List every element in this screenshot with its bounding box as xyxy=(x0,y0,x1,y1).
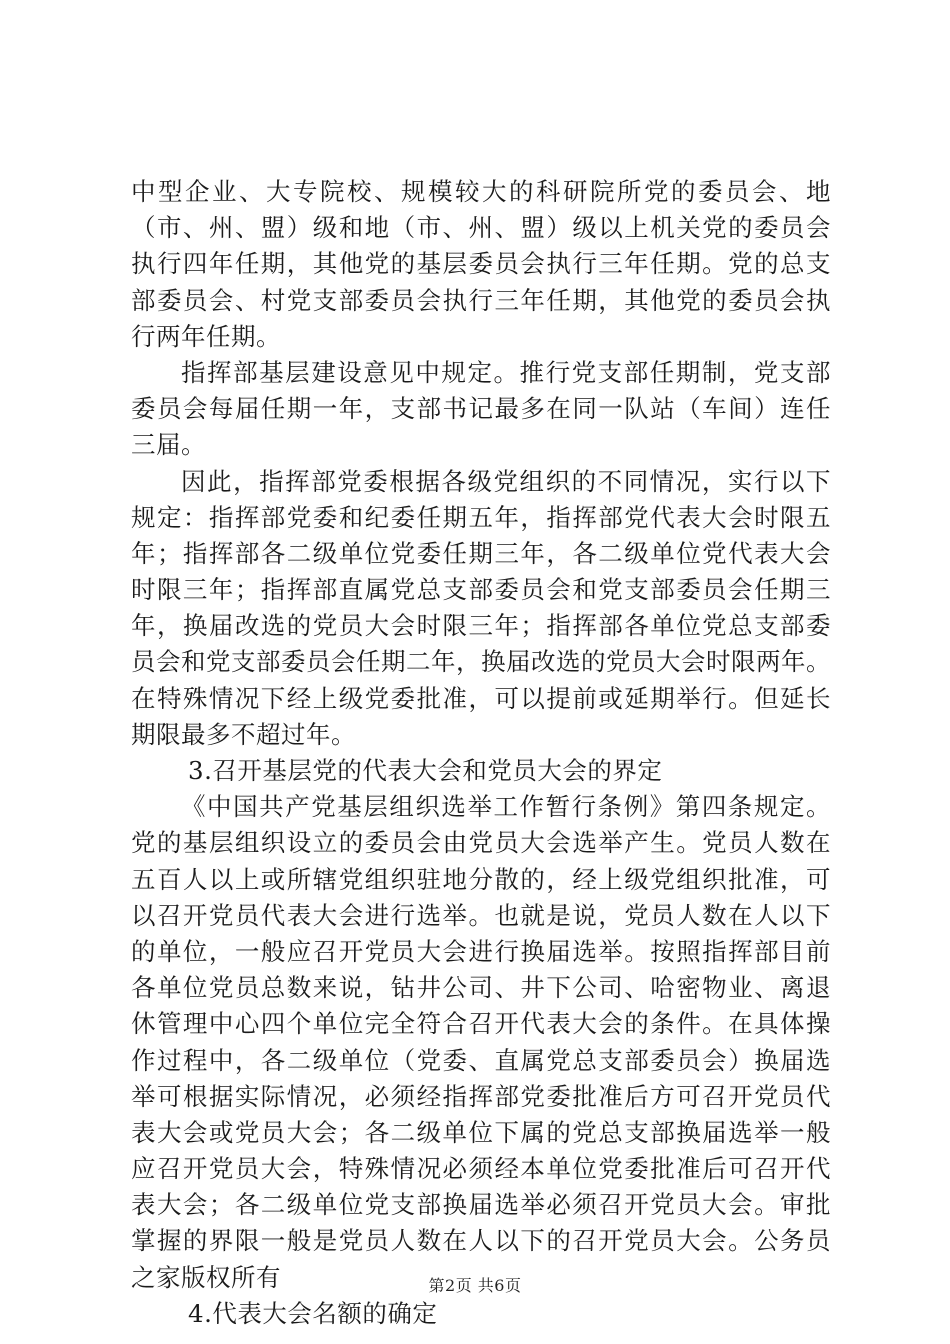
paragraph xyxy=(131,789,831,1296)
text-line: 表大会；各二级单位党支部换届选举必须召开党员大会。审批 xyxy=(131,1190,831,1220)
text-line: 之家版权所有 xyxy=(131,1262,281,1292)
section-heading xyxy=(131,753,831,789)
text-line: 的单位，一般应召开党员大会进行换届选举。按照指挥部目前 xyxy=(131,936,831,966)
text-line: 应召开党员大会，特殊情况必须经本单位党委批准后可召开代 xyxy=(131,1154,831,1184)
text-line: 三届。 xyxy=(131,430,206,460)
text-line: 年，换届改选的党员大会时限三年；指挥部各单位党总支部委 xyxy=(131,611,831,641)
text-line: 举可根据实际情况，必须经指挥部党委批准后方可召开党员代 xyxy=(131,1081,831,1111)
text-line: 表大会或党员大会；各二级单位下属的党总支部换届选举一般 xyxy=(131,1117,831,1147)
paragraph xyxy=(131,464,831,754)
text-line: 休管理中心四个单位完全符合召开代表大会的条件。在具体操 xyxy=(131,1009,831,1039)
page-footer: 第2页 共6页 xyxy=(428,1276,522,1295)
paragraph xyxy=(131,355,831,464)
text-line: 行两年任期。 xyxy=(131,321,281,351)
text-line: 委员会每届任期一年，支部书记最多在同一队站（车间）连任 xyxy=(131,394,831,424)
text-line: 党的基层组织设立的委员会由党员大会选举产生。党员人数在 xyxy=(131,828,831,858)
text-line: 部委员会、村党支部委员会执行三年任期，其他党的委员会执 xyxy=(131,285,831,315)
text-line: 指挥部基层建设意见中规定。推行党支部任期制，党支部 xyxy=(181,357,831,387)
text-line: 4.代表大会名额的确定 xyxy=(188,1298,438,1328)
text-line: 规定：指挥部党委和纪委任期五年，指挥部党代表大会时限五 xyxy=(131,502,831,532)
text-line: 以召开党员代表大会进行选举。也就是说，党员人数在人以下 xyxy=(131,900,831,930)
text-line: 员会和党支部委员会任期二年，换届改选的党员大会时限两年。 xyxy=(131,647,831,677)
section-heading xyxy=(131,1296,831,1332)
text-line: 年；指挥部各二级单位党委任期三年，各二级单位党代表大会 xyxy=(131,538,831,568)
text-line: 3.召开基层党的代表大会和党员大会的界定 xyxy=(188,756,663,785)
paragraph xyxy=(131,174,831,355)
document-body xyxy=(131,174,831,1332)
text-line: 作过程中，各二级单位（党委、直属党总支部委员会）换届选 xyxy=(131,1045,831,1075)
text-line: 时限三年；指挥部直属党总支部委员会和党支部委员会任期三 xyxy=(131,575,831,605)
text-line: 因此，指挥部党委根据各级党组织的不同情况，实行以下 xyxy=(181,466,831,496)
text-line: 期限最多不超过年。 xyxy=(131,719,356,749)
text-line: 各单位党员总数来说，钻井公司、井下公司、哈密物业、离退 xyxy=(131,973,831,1003)
text-line: （市、州、盟）级和地（市、州、盟）级以上机关党的委员会 xyxy=(131,213,831,243)
text-line: 掌握的界限一般是党员人数在人以下的召开党员大会。公务员 xyxy=(131,1226,831,1256)
text-line: 中型企业、大专院校、规模较大的科研院所党的委员会、地 xyxy=(131,177,831,206)
text-line: 《中国共产党基层组织选举工作暂行条例》第四条规定。 xyxy=(181,792,831,822)
text-line: 五百人以上或所辖党组织驻地分散的，经上级党组织批准，可 xyxy=(131,864,831,894)
text-line: 在特殊情况下经上级党委批准，可以提前或延期举行。但延长 xyxy=(131,683,831,713)
text-line: 执行四年任期，其他党的基层委员会执行三年任期。党的总支 xyxy=(131,249,831,279)
